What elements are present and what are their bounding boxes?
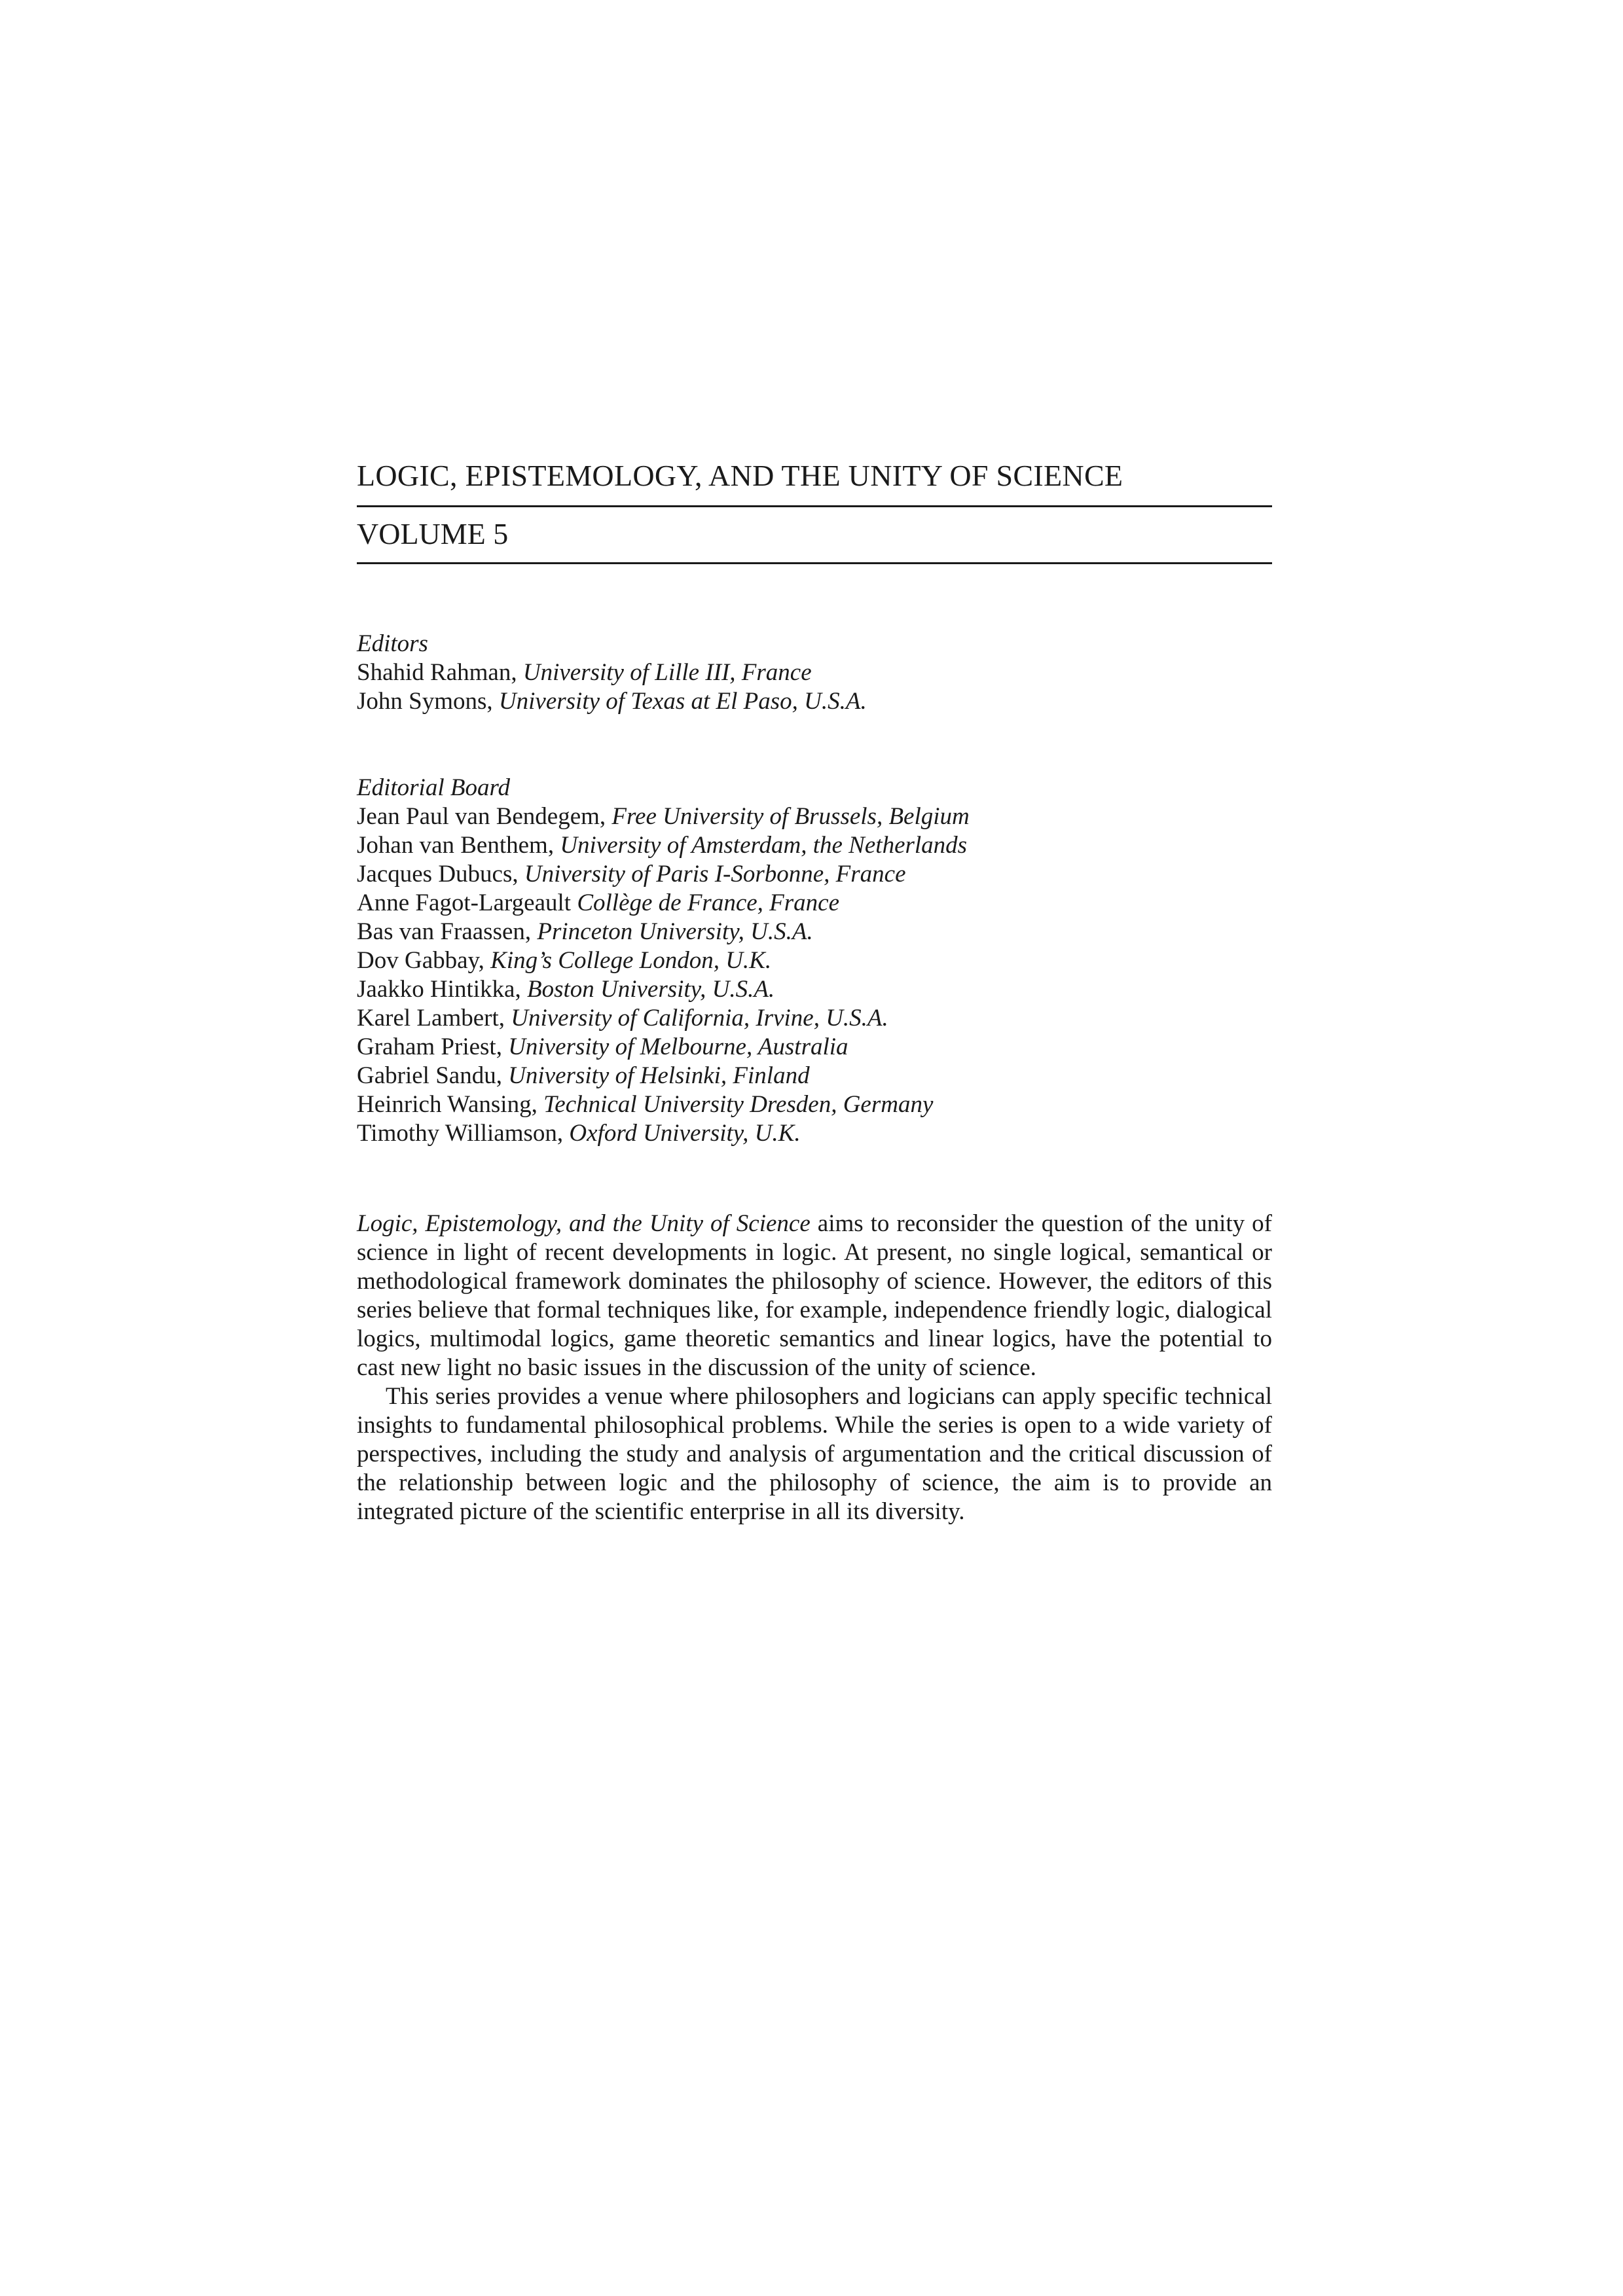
editorial-board-heading: Editorial Board [357,774,510,801]
board-member-entry [357,802,1272,831]
board-member-name: Heinrich Wansing, [357,1091,544,1118]
board-member-affiliation: King’s College London, U.K. [490,947,772,974]
board-member-entry [357,860,1272,889]
board-member-name: Gabriel Sandu, [357,1062,509,1089]
board-member-entry [357,1004,1272,1033]
board-member-entry [357,1033,1272,1062]
board-member-name: Jacques Dubucs, [357,861,524,888]
board-member-name: Jaakko Hintikka, [357,976,527,1003]
editor-name: Shahid Rahman, [357,659,523,686]
editor-entry [357,658,1272,687]
board-member-entry [357,1119,1272,1148]
board-member-affiliation: University of Paris I-Sorbonne, France [524,861,906,888]
description-paragraph-1-text: aims to reconsider the question of the unity of science in light of recent developments in logic. At present, no single logical, semantical or methodological framework dominates the philosophy of science. However, the editors of this series believe that formal techniques like, for example, independence friendly logic, dialogical logics, multimodal logics, game theoretic semantics and linear logics, have the potential to cast new light no basic issues in the discussion of the unity of science. [357,1210,1272,1381]
board-member-affiliation: University of California, Irvine, U.S.A. [511,1005,888,1031]
board-member-affiliation: Collège de France, France [577,889,840,916]
description-paragraph-1 [357,1210,1272,1382]
board-member-name: Karel Lambert, [357,1005,511,1031]
editor-affiliation: University of Texas at El Paso, U.S.A. [498,688,867,715]
board-member-name: Dov Gabbay, [357,947,491,974]
board-member-affiliation: University of Melbourne, Australia [508,1033,848,1060]
board-member-name: Graham Priest, [357,1033,509,1060]
board-member-affiliation: Boston University, U.S.A. [526,976,775,1003]
series-page-content [357,457,1272,1526]
series-description [357,1210,1272,1526]
board-member-affiliation: Oxford University, U.K. [569,1120,801,1147]
board-member-affiliation: University of Amsterdam, the Netherlands [560,832,968,859]
board-member-name: Timothy Williamson, [357,1120,570,1147]
description-paragraph-2: This series provides a venue where philosophers and logicians can apply specific technical insights to fundamental philosophical problems. While the series is open to a wide variety of perspectives, including the study and analysis of argumentation and the critical discussion of the relationship between logic and the philosophy of science, the aim is to provide an integrated picture of the scientific enterprise in all its diversity. [357,1383,1272,1525]
board-member-affiliation: Technical University Dresden, Germany [543,1091,934,1118]
board-member-affiliation: University of Helsinki, Finland [508,1062,810,1089]
editorial-board-section [357,774,1272,1148]
editors-section [357,630,1272,716]
board-member-entry [357,975,1272,1004]
board-member-entry [357,831,1272,860]
volume-number: VOLUME 5 [357,507,1272,564]
board-member-name: Johan van Benthem, [357,832,560,859]
editor-affiliation: University of Lille III, France [522,659,812,686]
board-member-name: Bas van Fraassen, [357,918,538,945]
board-member-entry [357,946,1272,975]
series-name-italic: Logic, Epistemology, and the Unity of Science [357,1210,811,1237]
board-member-entry [357,1062,1272,1090]
board-member-name: Jean Paul van Bendegem, [357,803,612,830]
board-member-entry [357,1090,1272,1119]
board-member-entry [357,918,1272,946]
editor-entry [357,687,1272,716]
board-member-entry [357,889,1272,918]
editors-heading: Editors [357,630,428,657]
board-member-name: Anne Fagot-Largeault [357,889,577,916]
series-title: LOGIC, EPISTEMOLOGY, AND THE UNITY OF SCIENCE [357,457,1272,507]
editor-name: John Symons, [357,688,499,715]
board-member-affiliation: Princeton University, U.S.A. [537,918,813,945]
board-member-affiliation: Free University of Brussels, Belgium [611,803,970,830]
